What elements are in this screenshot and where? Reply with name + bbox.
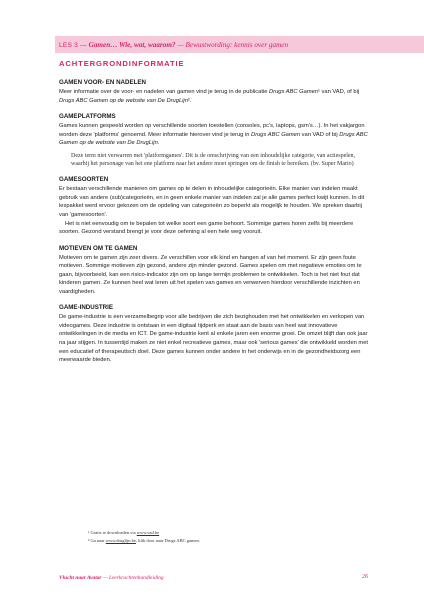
footnotes (88, 529, 388, 546)
section-title: ACHTERGRONDINFORMATIE (59, 59, 185, 68)
footer-subtitle: — Leerkrachtenhandleiding (101, 575, 164, 581)
lesson-title: Gamen… Wie, wat, waarom? (88, 40, 176, 49)
header-band (55, 36, 424, 53)
publication-title: Drugs ABC Gamen (269, 89, 318, 95)
footnote-2 (88, 537, 388, 545)
footer-book-title: Vlucht naar Avatar (59, 575, 102, 581)
text-run: Games kunnen gespeeld worden op verschillende soorten toestellen (consoles, pc's, laptops, gsm's…). In het vakjargon worden deze 'platforms' genoemd. Meer informatie hierover vind je terug in (59, 123, 365, 138)
lesson-number: LES 3 — (59, 41, 87, 49)
text-run: van VAD of bij (300, 131, 340, 138)
paragraph-gamesoorten-1: Er bestaan verschillende manieren om games op te delen in inhoudelijke categorieën. Elke manier van indelen maakt gebruik van andere (sub)categorieën, en in geen enkele manier van indelen zal je alle games perfect kwijt kunnen. In dit lespakket werd ervoor gekozen om de opdeling van categorieën zo beperkt als mogelijk te houden. We spreken daarbij van 'gamesoorten'. (59, 186, 365, 218)
footer-title (59, 575, 164, 581)
website-reference: Drugs ABC Gamen op de website van De DrugLijn (59, 131, 368, 147)
paragraph-gameplatforms (59, 122, 371, 148)
footnote-1 (88, 529, 388, 537)
website-reference: Drugs ABC Gamen op de website van De DrugLijn (59, 97, 188, 104)
text-run: , klik door naar Drugs ABC gamen. (135, 538, 200, 544)
platformgames-note: Deze term niet verwarren met 'platformgames'. Dit is de omschrijving van een inhoudelijke categorie, van actiespelen, waarbij het personage van het ene platform naar het andere moet springen om de finish te bereiken. (bv. Super Mario) (71, 152, 356, 168)
publication-title: Drugs ABC Gamen (251, 131, 301, 138)
main-content (59, 56, 371, 365)
text-run: . (157, 140, 160, 147)
text-run: Meer informatie over de voor- en nadelen van gamen vind je terug in de publicatie (59, 89, 269, 95)
text-run: ². (187, 97, 192, 104)
heading-gameplatforms: GAMEPLATFORMS (59, 113, 116, 121)
paragraph-gamesoorten-2: Het is niet eenvoudig om te bepalen tot welke soort een game behoort. Sommige games horen zelfs bij meerdere soorten. Gezond verstand brengt je voor deze oefening al een hele weg vooruit. (59, 220, 354, 236)
page-number: 26 (362, 574, 368, 580)
heading-voor-en-nadelen: GAMEN VOOR- EN NADELEN (59, 79, 146, 86)
text-run: ¹ van VAD, of bij (318, 89, 360, 95)
vad-link[interactable]: www.vad.be (136, 530, 160, 535)
heading-motieven: MOTIEVEN OM TE GAMEN (59, 244, 138, 252)
header-text (59, 41, 288, 49)
heading-game-industrie: GAME-INDUSTRIE (59, 304, 113, 312)
paragraph-game-industrie: De game-industrie is een verzamelbegrip voor alle bedrijven die zich bezighouden met het ontwikkelen en verkopen van videogames. Deze industrie is ontstaan in een digitaal tijdperk en staat aan de basis van heel wat innovatieve ontwikkelingen in de media en ICT. De game-industrie kent al enkele jaren een enorme groei. De omzet blijft dan ook jaar na jaar stijgen. In tussentijd maken ze niet enkel recreatieve games, maar ook 'serious games' die ontwikkeld worden met een educatief of therapeutisch doel. Deze games kunnen onder andere in het onderwijs en in de gezondheidszorg een meerwaarde bieden. (59, 314, 369, 364)
text-run: ² Ga naar (88, 538, 106, 544)
paragraph-motieven: Motieven om te gamen zijn zeer divers. Ze verschillen voor elk kind en hangen af van het moment. Er zijn geen foute motieven. Sommige motieven zijn gezond, andere zijn minder gezond. Games spelen om met negatieve emoties om te gaan, bijvoorbeeld, kan een risico-indicator zijn om op lange termijn problemen te ontwikkelen. Toch is het niet fout dat kinderen gamen. Ze kunnen heel wat leren uit het spelen van games en verwerven hierdoor verschillende inzichten en vaardigheden. (59, 254, 362, 295)
text-run: ¹ Gratis te downloaden via (88, 530, 137, 535)
heading-gamesoorten: GAMESOORTEN (59, 176, 109, 184)
lesson-subtitle: — Bewustwording: kennis over gamen (177, 40, 289, 49)
druglijn-link[interactable]: www.druglijn.be (105, 538, 136, 544)
paragraph-voor-en-nadelen (59, 88, 371, 105)
